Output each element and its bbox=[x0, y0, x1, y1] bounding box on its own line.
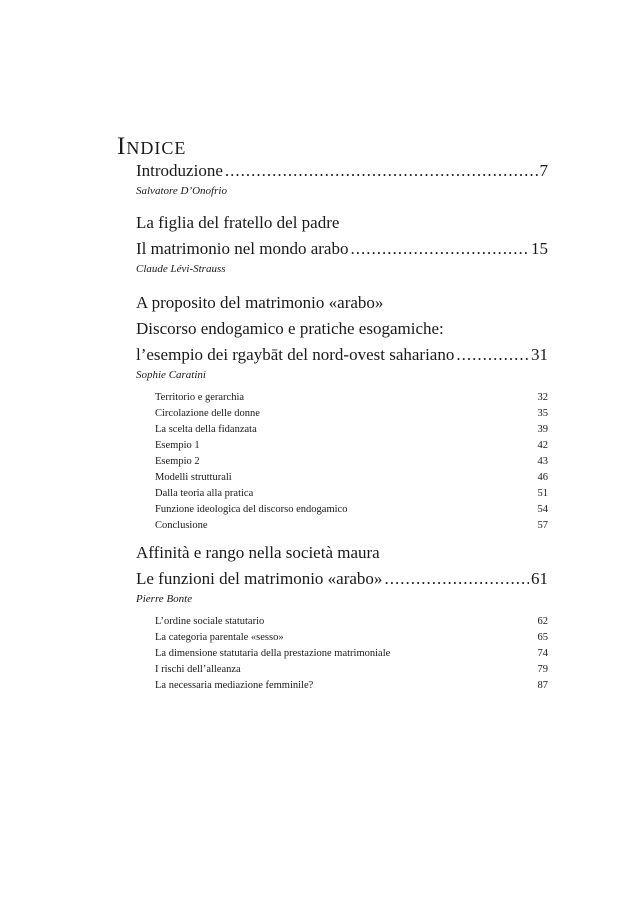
toc-section-page: 39 bbox=[537, 424, 548, 435]
toc-section-page: 74 bbox=[537, 648, 548, 659]
toc-page-number: 31 bbox=[531, 345, 548, 364]
toc-line[interactable] bbox=[136, 342, 548, 368]
toc-section-page: 43 bbox=[537, 456, 548, 467]
toc-entry-subtitle: Il matrimonio nel mondo arabo bbox=[136, 239, 349, 258]
toc-entry-title: Affinità e rango nella società maura bbox=[136, 543, 380, 562]
toc-section[interactable] bbox=[155, 486, 548, 502]
toc-author: Claude Lévi-Strauss bbox=[136, 263, 226, 275]
leader-dots bbox=[350, 236, 529, 262]
toc-section-title: La scelta della fidanzata bbox=[155, 424, 257, 435]
toc-entry-title: A proposito del matrimonio «arabo» bbox=[136, 293, 384, 312]
toc-entry-subtitle: Discorso endogamico e pratiche esogamiche: bbox=[136, 319, 444, 338]
toc-section[interactable] bbox=[155, 614, 548, 630]
toc-page-number: 61 bbox=[531, 569, 548, 588]
toc-section-page: 79 bbox=[537, 664, 548, 675]
leader-dots bbox=[225, 158, 538, 184]
toc-section-page: 54 bbox=[537, 504, 548, 515]
toc-section[interactable] bbox=[155, 470, 548, 486]
toc-entry bbox=[136, 158, 548, 198]
toc-section-title: La necessaria mediazione femminile? bbox=[155, 680, 314, 691]
toc-line[interactable] bbox=[136, 158, 548, 184]
toc-section[interactable] bbox=[155, 662, 548, 678]
toc-line bbox=[136, 540, 548, 566]
toc-author: Pierre Bonte bbox=[136, 593, 193, 605]
toc-section-title: Territorio e gerarchia bbox=[155, 392, 245, 403]
toc-section-title: La dimensione statutaria della prestazione matrimoniale bbox=[155, 648, 391, 659]
toc-section[interactable] bbox=[155, 438, 548, 454]
toc-section-page: 35 bbox=[537, 408, 548, 419]
toc-section[interactable] bbox=[155, 630, 548, 646]
toc-entry bbox=[136, 290, 548, 534]
toc-section[interactable] bbox=[155, 678, 548, 694]
toc-section-page: 32 bbox=[537, 392, 548, 403]
toc-section-title: Esempio 2 bbox=[155, 456, 200, 467]
toc-line bbox=[136, 316, 548, 342]
toc-entry-title: Introduzione bbox=[136, 161, 223, 180]
toc-section-title: Circolazione delle donne bbox=[155, 408, 260, 419]
toc-section[interactable] bbox=[155, 646, 548, 662]
toc-entry-title: La figlia del fratello del padre bbox=[136, 213, 340, 232]
toc-author: Sophie Caratini bbox=[136, 369, 206, 381]
toc-line[interactable] bbox=[136, 566, 548, 592]
toc-line bbox=[136, 210, 548, 236]
leader-dots bbox=[384, 566, 529, 592]
toc-section-title: Esempio 1 bbox=[155, 440, 200, 451]
toc-section-title: La categoria parentale «sesso» bbox=[155, 632, 284, 643]
toc-section-page: 42 bbox=[537, 440, 548, 451]
toc-entry bbox=[136, 540, 548, 694]
toc-section[interactable] bbox=[155, 502, 548, 518]
toc-section[interactable] bbox=[155, 406, 548, 422]
toc-section-page: 87 bbox=[537, 680, 548, 691]
toc-author: Salvatore D’Onofrio bbox=[136, 185, 227, 197]
page-title: Indice bbox=[117, 132, 187, 160]
toc-line bbox=[136, 290, 548, 316]
toc-entry-subtitle: Le funzioni del matrimonio «arabo» bbox=[136, 569, 383, 588]
toc-section[interactable] bbox=[155, 518, 548, 534]
toc-page-number: 7 bbox=[539, 161, 548, 180]
toc-entry bbox=[136, 210, 548, 276]
toc-page-number: 15 bbox=[531, 239, 548, 258]
leader-dots bbox=[456, 342, 529, 368]
toc-section-title: Conclusione bbox=[155, 520, 208, 531]
toc-section-page: 65 bbox=[537, 632, 548, 643]
toc-section-page: 57 bbox=[537, 520, 548, 531]
toc-section-page: 46 bbox=[537, 472, 548, 483]
toc-section[interactable] bbox=[155, 390, 548, 406]
toc-section-title: I rischi dell’alleanza bbox=[155, 664, 241, 675]
toc-line[interactable] bbox=[136, 236, 548, 262]
toc-section-title: Dalla teoria alla pratica bbox=[155, 488, 254, 499]
toc-section-page: 51 bbox=[537, 488, 548, 499]
toc-section-list bbox=[155, 614, 548, 694]
toc-section-title: Modelli strutturali bbox=[155, 472, 232, 483]
toc-section-list bbox=[155, 390, 548, 534]
toc-section[interactable] bbox=[155, 422, 548, 438]
toc-section-page: 62 bbox=[537, 616, 548, 627]
toc-section[interactable] bbox=[155, 454, 548, 470]
toc-section-title: L’ordine sociale statutario bbox=[155, 616, 265, 627]
toc-section-title: Funzione ideologica del discorso endogamico bbox=[155, 504, 348, 515]
toc-entry-subtitle: l’esempio dei rgaybāt del nord-ovest sahariano bbox=[136, 345, 455, 364]
